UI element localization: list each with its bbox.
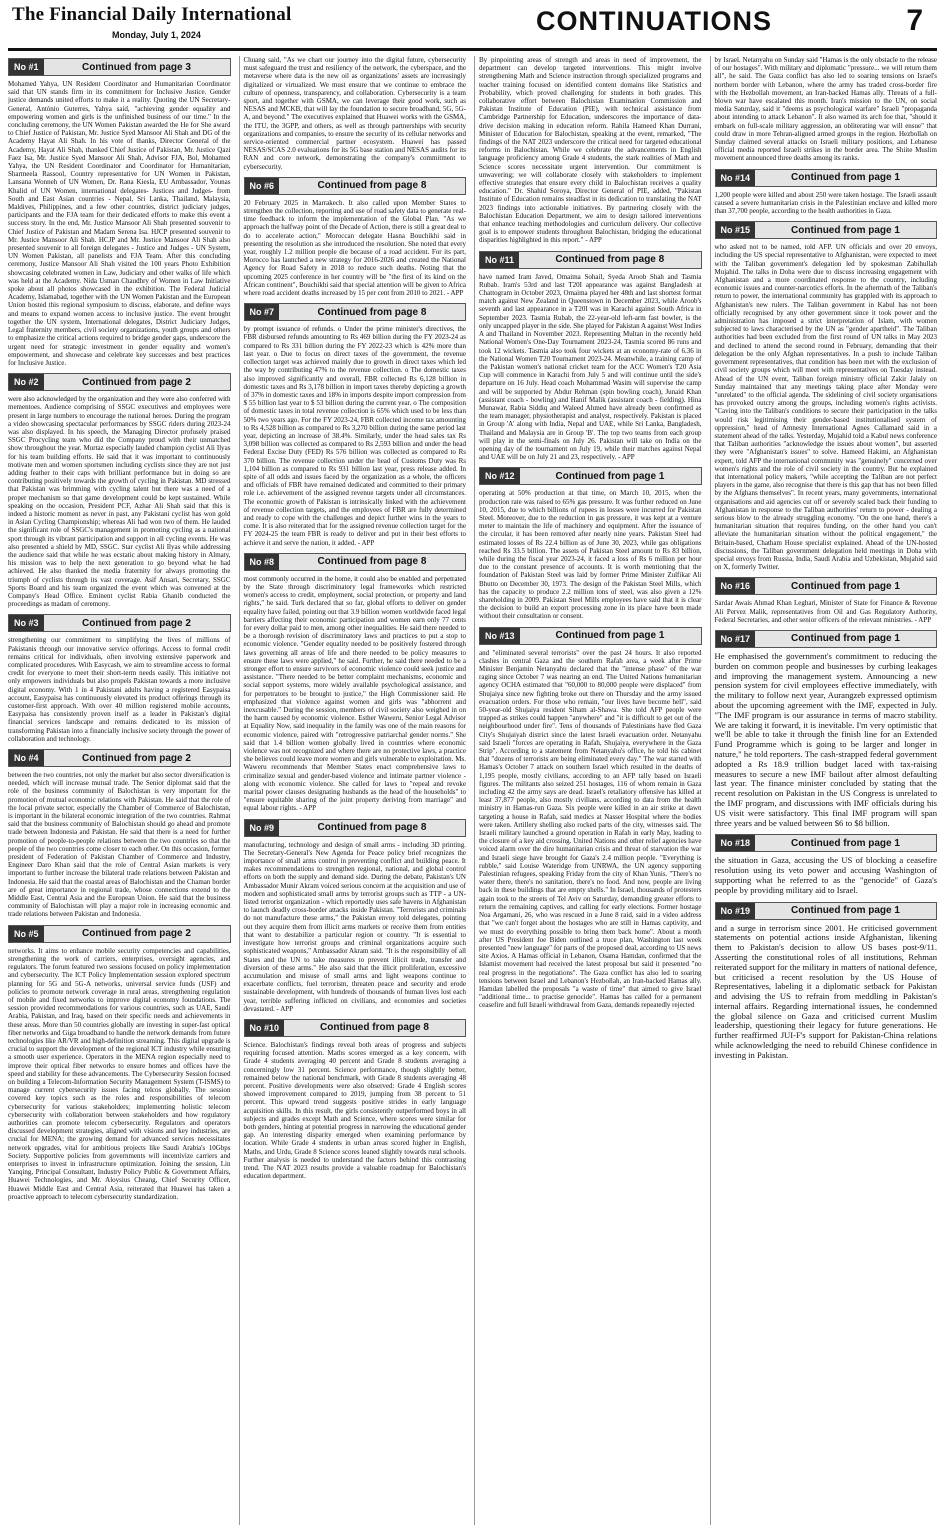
continued-from-label: Continued from page 8 — [279, 820, 465, 836]
continuation-block — [479, 56, 702, 245]
continuation-number: No #17 — [716, 631, 756, 647]
continued-from-label: Continued from page 2 — [44, 750, 230, 766]
column-1 — [8, 56, 231, 1525]
article-text: Sardar Awais Ahmad Khan Leghari, Minister of State for Finance & Revenue Ali Pervez Malik, representatives from Oil and Gas Regulatory Authority, Federal Secretaries, and other senior officers of the relevant ministries. - APP — [714, 599, 937, 624]
continuation-number: No #12 — [480, 468, 520, 484]
continuation-header — [244, 819, 467, 837]
article-text: He emphasised the government's commitment to reducing the burden on common people and businesses by curbing leakages and improving the management system. Announcing a new pension system for civil employees effective immediately, with the military to follow next year, Aurangzeb expressed optimism about the upcoming agreement with the IMF, expected in July. "The IMF program is our assurance in terms of macro stability. We are taking it forward, it is inevitable. I'm very optimistic that we'll be able to take it through the finish line for an Extended Fund Programme which is going to be larger and longer in nature," he told reporters. The cash-strapped federal government adopted a Rs 18.9 trillion budget laced with tax-raising measures to secure a new IMF bailout after almost defaulting last year. The finance minister concluded by stating that the recent resolution on Pakistan in the US Congress is unrelated to the IMF program, and discussions with IMF officials during his US visit were satisfactory. This final IMF program will span three years and be valued between $6 to $8 billion. — [714, 650, 937, 828]
continued-from-label: Continued from page 1 — [755, 170, 936, 186]
continuation-header — [715, 221, 938, 239]
article-text: the situation in Gaza, accusing the US of blocking a ceasefire resolution using its veto power and accusing Washington of supporting what he referred to as the "genocide" of Gaza's people by providing military aid to Israel. — [714, 855, 937, 895]
continuation-header — [479, 627, 702, 645]
continuation-header — [715, 169, 938, 187]
page-number: 7 — [906, 4, 923, 37]
article-text: 1,200 people were killed and about 250 were taken hostage. The Israeli assault caused a severe humanitarian crisis in the Palestinian enclave and killed more than 37,700 people, according to the health authorities in Gaza. — [714, 190, 937, 216]
continuation-header — [715, 577, 938, 595]
continuation-number: No #11 — [480, 252, 519, 268]
continued-from-label: Continued from page 8 — [279, 304, 465, 320]
continuation-number: No #13 — [480, 628, 520, 644]
continued-from-label: Continued from page 1 — [755, 835, 936, 851]
article-text: By pinpointing areas of strength and areas in need of improvement, the department can develop targeted interventions. This might involve strengthening Math and Science instruction through specialized programs and teacher training focused on identified content domains like Statistics and Probability, which proved challenging for students in both grades. This collaborative effort between Balochistan Examination Commission and Pakistan Institute of Education (PIE), with technical assistance from Cambridge Partnership for Education, underscores the importance of data-drive decision making in education reform. Rahila Hameed Khan Durrani, Minister of Education for Balochistan, speaking at the event, remarked, "The findings of the NAT 2023 underscore the critical need for targeted educational reforms in Balochistan. While we celebrate the advancements in English language proficiency among Grade 4 students, the stark realities of Math and Science scores necessitate urgent intervention. Our commitment is unwavering; we will collaborate closely with stakeholders to implement effective strategies that ensure every child in Balochistan receives a quality education." Dr. Shahid Soroya, Director General of PIE, added, "Pakistan Institute of Education remains steadfast in its dedication to translating the NAT 2023 findings into actionable initiatives. By partnering closely with the Balochistan Education Department, we aim to design tailored interventions that enhance teaching methodologies and curriculum delivery. Our collective goal is to empower students throughout Balochistan, bridging the educational disparities highlighted in this report." - APP — [479, 56, 702, 245]
continuation-header — [8, 749, 231, 767]
continued-from-label: Continued from page 3 — [44, 59, 230, 75]
continuation-number: No #19 — [716, 903, 756, 919]
continuation-number: No #15 — [716, 222, 756, 238]
continuation-block — [715, 630, 938, 828]
article-text: who asked not to be named, told AFP. UN officials and over 20 envoys, including the US special representative to Afghanistan, were expected to meet with the Taliban government's delegation led by spokesman Zabihullah Mujahid. The talks in Doha were due to discuss increasing engagement with Afghanistan and a more coordinated response to the country, including economic issues and counter-narcotics efforts. In the aftermath of the Taliban's return to power, the international community has grappled with its approach to Afghanistan's new rulers. The Taliban government in Kabul has not been officially recognised by any other government since it took power and the administration has imposed a strict interpretation of Islam, with women subjected to laws characterised by the UN as "gender apartheid". The Taliban authorities had been excluded from the first round of UN talks in May 2023 and declined to attend the second round in February, demanding that their delegation be the only Afghan representatives. In a push to include Taliban government representatives, that condition has been met with the exclusion of civil society groups which will meet with representatives on Tuesday instead. Ahead of the UN event, Taliban foreign ministry official Zakir Jalaly on Sunday maintained that any meetings taking place after Monday were "unrelated" to the official agenda. The sidelining of civil society organisations has provoked outcry among the groups, including women's rights activists. "Caving into the Taliban's conditions to secure their participation in the talks would risk legitimising their gender-based institutionalised system of oppression," head of Amnesty International Agnes Callamard said in a statement ahead of the talks. Yesterday, Mujahid told a Kabul news conference that Taliban authorities "acknowledge the issues about women", but asserted they were "Afghanistan's issues" to solve. Hameed Hakimi, an Afghanistan expert, told AFP the international community was "genuinely" concerned over women's rights and the role of civil society in the country. But he explained that international policy makers, "while accepting the Taliban are not perfect players in the game, also recognise that there is this gap that has not been filled by the Afghans themselves". In recent years, many governments, international organisations and aid agencies cut off or severely scaled back their funding to Afghanistan in response to the Taliban authorities' return to power - dealing a serious blow to the already struggling economy. "On the one hand, there's a humanitarian situation that requires funding, on the other hand you can't alleviate the humanitarian situation without the political engagement," the Britain-based, Chatham House specialist explained. Ahead of the UN-hosted discussions, the Taliban government delegation held meetings in Doha with special envoys from Russia, India, Saudi Arabia and Uzbekistan, Mujahid said on X, formerly Twitter. — [714, 243, 937, 572]
continued-from-label: Continued from page 1 — [755, 903, 936, 919]
continuation-block — [244, 553, 467, 813]
continuation-block — [8, 58, 231, 367]
continued-from-label: Continued from page 1 — [520, 628, 701, 644]
continuation-block — [715, 834, 938, 895]
continued-from-label: Continued from page 2 — [44, 374, 230, 390]
continued-from-label: Continued from page 8 — [519, 252, 700, 268]
article-text: manufacturing, technology and design of small arms - including 3D printing. The Secretary-General's New Agenda for Peace policy brief recognizes the importance of small arms control in preventing conflict and building peace. It makes recommendations to strengthen regional, national, and global control efforts on both the supply and demand side. During the debate, Pakistan's UN Ambassador Munir Akram voiced serious concern at the acquisition and use of modern and sophisticated small arms by terrorist groups such as TTP - a UN-listed terrorist organization - which reportedly uses safe havens in Afghanistan to launch deadly cross-border attacks inside Pakistan. "Terrorists and criminals do not manufacture these arms," the Pakistan envoy told delegates, pointing out they acquire them from illicit arms markets or receive them from entities that want to destabilize a particular region or country. "It is essential to investigate how terrorist groups and criminal organizations acquire such sophisticated weapons," Ambassador Akram said. "It is the responsibility of all States and the UN to take measures to prevent illicit trade, transfer and diversion of these arms." He also said that the illicit proliferation, excessive accumulation and misuse of small arms and light weapons continue to exacerbate conflicts, fuel terrorism, threaten peace and security and erode sustainable development, with hundreds of thousands of human lives lost each year, terrible suffering inflicted on civilians, and economies and societies devastated. - APP — [243, 840, 466, 1013]
publication-title: The Financial Daily International — [12, 4, 292, 25]
masthead — [8, 0, 937, 51]
continuation-number: No #14 — [716, 170, 756, 186]
continued-from-label: Continued from page 8 — [279, 554, 465, 570]
continued-from-label: Continued from page 8 — [279, 178, 465, 194]
article-text: and "eliminated several terrorists" over the past 24 hours. It also reported clashes in central Gaza and the southern Rafah area, a week after Prime Minister Benjamin Netanyahu declared that the "intense phase" of the war raging since October 7 was nearing an end. The United Nations humanitarian agency OCHA estimated that "60,000 to 80,000 people were displaced" from Shujaiya since new fighting broke out there on Thursday and the army issued evacuation orders. For those who remain, "our lives have become hell", said 50-year-old Shujaiya resident Siham al-Shawa. She told AFP people were trapped as strikes could happen "anywhere" and "it is difficult to get out of the neighbourhood under fire". Tens of thousands of Palestinians have fled Gaza City's Shujaiyah district since the latest Israeli evacuation order. Netanyahu said Israeli "forces are operating in Rafah, Shujaiya, everywhere in the Gaza Strip". According to a statement from Netanyahu's office, he told his cabinet that "dozens of terrorists are being eliminated every day." The war started with Hamas's October 7 attack on southern Israel which resulted in the deaths of 1,195 people, mostly civilians, according to an AFP tally based on Israeli figures. The militants also seized 251 hostages, 116 of whom remain in Gaza including 42 the army says are dead. Israel's retaliatory offensive has killed at least 37,877 people, also mostly civilians, according to data from the health ministry in Hamas-run Gaza. Six people were killed in an air strike at dawn targeting a house in Rafah, said medics at Nasser Hospital where the bodies were taken. Artillery shelling also rocked parts of the city, witnesses said. The Israeli military launched a ground operation in Rafah in early May, leading to the closure of a key aid crossing. United Nations and other relief agencies have voiced alarm over the dire humanitarian crisis and threat of starvation the war and Israeli siege have brought for Gaza's 2.4 million people. "Everything is rubble," said Louise Wateridge from UNRWA, the UN agency supporting Palestinian refugees, speaking Friday from the city of Khan Yunis. "There's no water there, there's no sanitation, there's no food. And now, people are living back in these buildings that are empty shells." In Israel, thousands of protesters again took to the streets of Tel Aviv on Saturday, demanding greater efforts to return the remaining captives, and calling for early elections. Former hostage Noa Argamani, 26, who was rescued in a June 8 raid, said in a video address that "we can't forget about the hostages who are still in Hamas captivity, and we must do everything possible to bring them back home". About a month after US President Joe Biden outlined a truce plan, Washington last week presented "new language" for parts of the proposed deal, according to US news site Axios. A Hamas official in Lebanon, Osama Hamdan, confirmed that the Islamist movement had received the latest proposal but said it presented "no real progress in the negotiations". The Gaza conflict has also led to soaring tensions between Israel and Lebanon's Hezbollah, an Iran-backed Hamas ally. Hamdan labelled the proposals "a waste of time" that aimed to give Israel "additional time... to practise genocide". Hamas has called for a permanent ceasefire and full Israeli withdrawal from Gaza, demands repeatedly rejected — [479, 648, 702, 1010]
article-text: and a surge in terrorism since 2001. He criticised government statements on potential actions inside Afghanistan, likening them to Pakistan's decision to allow US bases post-9/11. Asserting the constitutional roles of all institutions, Rehman reiterated support for the military in matters of national defence, but criticised a recent resolution by the US House of Representatives, labeling it a diplomatic setback for Pakistan and advising the US to refrain from meddling in Pakistan's internal affairs. Regarding international issues, he condemned the global silence on Gaza and criticised current Muslim leadership, questioning their legacy for future generations. He further reaffirmed JUI-F's support for Pakistan-China relations while acknowledging the need to rebuild Chinese confidence in investing in Pakistan. — [714, 922, 937, 1060]
continuation-block — [479, 251, 702, 462]
continuation-block — [715, 221, 938, 571]
continuation-header — [8, 614, 231, 632]
continuation-number: No #6 — [245, 178, 280, 194]
article-text: have named Iram Javed, Omaima Sohail, Syeda Aroob Shah and Tasmia Rubab. Iram's 53rd and last T20I appearance was against Bangladesh at Chattogram in October 2023, Omaima played her 48th and last shortest format match against New Zealand in Queenstown in December 2023, while Aroob's seventh and last appearance in a T20I was in Karachi against South Africa in September 2023. Tasmia Rubab, the 22-year-old left-arm fast bowler, is the only uncapped player in the side. She played for Pakistan A against West Indies A and Thailand in November 2023. Representing Multan in the recently held National Women's One-Day Tournament 2023-24, Tasmia scored 86 runs and took 12 wickets. Tasmia also took four wickets at an economy-rate of 6.36 in the National Women T20 Tournament 2023-24. Meanwhile, a training camp of the Pakistan women's national cricket team for the ACC Women's T20 Asia Cup will commence in Karachi from July 5 and will continue until the side's departure on 16 July. Head coach Mohammad Wasim will supervise the camp and will be supported by Abdur Rehman (spin bowling coach), Junaid Khan (assistant coach - bowling) and Hanif Malik (assistant coach - fielding). Hina Munawar, Rabia Siddiq and Waleed Ahmed have already been confirmed as the team manager, physiotherapist and analyst, respectively. Pakistan is placed in Group 'A' along with India, Nepal and UAE, while Sri Lanka, Bangladesh, Thailand and Malaysia are in Group 'B'. The top two teams from each group will play in the semi-finals on July 26. Pakistan will take on India on the opening day of the tournament on July 19, while their matches against Nepal and UAE will be on July 21 and 23, respectively. - APP — [479, 272, 702, 462]
continuation-block — [715, 902, 938, 1061]
continuation-number: No #7 — [245, 304, 280, 320]
continuation-block — [479, 467, 702, 620]
column-3 — [474, 56, 702, 1525]
continued-from-label: Continued from page 8 — [284, 1020, 465, 1036]
article-text: Mohamed Yahya, UN Resident Coordinator and Humanitarian Coordinator said that UN stands firm in its commitment for Inclusive Justice. Gender justice demands united efforts to make it a reality. Quoting the UN Secretary-General, António Guterres, Yahya said, "achieving gender equality and empowering women and girls is the unfinished business of our time." In the concluding ceremony, the UN Women Pakistan awarded the He for She award to Chief Justice of Pakistan, Mr. Justice Syed Mansoor Ali Shah and DG of the Academy Hayat Ali Shah. In his vote of thanks, Director General of the Academy, Hayat Ali Shah, thanked Chief Justice of Pakistan, Mr. Justice Qazi Faez Isa, Mr. Justice Syed Mansoor Ali Shah, Advisor FJA, Bol, Mohamed Yahya, the UN Resident Coordinator and Coordinator for Humanitarian, Sharmeela Rassool, Country representative for UN Women in Pakistan, Lansana Wonneh of UN Women, Dr. Rana Kiesla, EU Ambassador, Younas Khalid of UN Women, international delegates- Justices and Judges- from South and East Asian countries - Nepal, Sri Lanka, Thailand, Malaysia, Maldives, Philippines, and a few other countries, district judiciary judges, participants and the FJA team for their dedicated efforts to make this event a success story. In the end, Mr. Justice Mansoor Ali Shah presented souvenir to Chief Justice of Pakistan and Madam Serena Isa. HJCP presented souvenir to Mr. Justice Mansoor Ali Shah. HCJP and Mr. Justice Mansoor Ali Shah also presented souvenir to all foreign delegates - Justice and Judges - UN System, UN Women Pakistan, all panelists and FJA Team. After this concluding ceremony, Justice Mansoor Ali Shah visited the 100 years Photo Exhibition showcasing celebrated women in Law, Judiciary and other walks of life which was held at the Academy. Nida Usman Chaudhry of Women in Law Initiative spoke about all photos showcased in the exhibition. The Federal Judicial Academy, Islamabad, together with the UN Women Pakistan and the European Union hosted this regional symposium to discuss, elaborate, and define ways and means to expand women access to inclusive justice. The event brought together the UN system, International delegates, District Judiciary Judges, Legal fraternity members, civil society organizations, youth groups and others to emphasize the critical actions required to bridge gender gaps, underscore the urgent need for strategic investment in gender equality and women's empowerment, and showcase and celebrate key successes and best practices for Inclusive Justice. — [8, 80, 231, 367]
publication-date: Monday, July 1, 2024 — [112, 30, 201, 40]
continuation-header — [8, 925, 231, 943]
continued-from-label: Continued from page 2 — [44, 615, 230, 631]
continued-from-label: Continued from page 1 — [755, 222, 936, 238]
article-text: Science. Balochistan's findings reveal both areas of progress and subjects requiring focused attention. Maths scores emerged as a key concern, with Grade 4 students averaging 40 percent and Grade 8 students averaging a concerningly low 31 percent. Science performance, though slightly better, remained below the national benchmark, with Grade 8 students averaging 48 percent. Positive developments were also observed: Grade 4 English scores showed improvement compared to 2019, jumping from 38 percent to 51 percent. This upward trend suggests positive strides in early language acquisition skills. In this result, the girls consistently outperformed boys in all subjects and grades except Math and Science, where scores were similar for both genders, hinting at potential progress in narrowing the educational gender gap. An interesting disparity emerged when examining performance by location. While Grade 4 students in urban areas scored higher in English, Maths, and Urdu, Grade 8 Science scores leaned slightly towards rural schools. Further analysis is needed to understand the factors behind this contrasting trend. The NAT 2023 results provide a valuable roadmap for Balochistan's education department. — [243, 1040, 466, 1181]
continuation-number: No #1 — [9, 59, 44, 75]
continuation-header — [244, 177, 467, 195]
continuation-block — [8, 749, 231, 919]
continuation-number: No #3 — [9, 615, 44, 631]
continuation-header — [715, 902, 938, 920]
article-columns — [8, 56, 937, 1525]
continued-from-label: Continued from page 1 — [520, 468, 701, 484]
continuation-number: No #9 — [245, 820, 280, 836]
continuation-block — [244, 1019, 467, 1180]
continuation-block — [715, 169, 938, 216]
continuation-block — [244, 177, 467, 297]
continuation-header — [244, 303, 467, 321]
continuation-block — [244, 819, 467, 1013]
continuation-header — [8, 373, 231, 391]
continuation-number: No #16 — [716, 578, 756, 594]
continued-from-label: Continued from page 1 — [755, 631, 936, 647]
continued-from-label: Continued from page 2 — [44, 926, 230, 942]
continuation-number: No #2 — [9, 374, 44, 390]
article-text: operating at 50% production at that time, on March 10, 2015, when the production rate was raised to 65% gas pressure. It was further reduced on June 10, 2015, due to which billions of rupees in losses were incurred for Pakistan Steel. Moreover, due to the reduction in gas pressure, it was kept at a venture meter to maintain the life of machinery and equipment. After the issuance of the circular, it has been removed after nearly nine years. Pakistan Steel had estimated losses of Rs 22.4 billion as of June 30, 2023, while gas obligations reached Rs 33.5 billion. The assets of Pakistan Steel amount to Rs 83 billion, while during the fiscal year 2023-24, it faced a loss of Rs 6 million per hour due to the constant presence of accounts. It is worth mentioning that the foundation of Pakistan Steel was laid by former Prime Minister Zulfikar Ali Bhutto on December 30, 1973. The design of the Pakistan Steel Mills, which has the capacity to produce 2.2 million tons of steel, was also given a 12% shareholding in 2009. Pakistan Steel Mills employees have said that it is clear the decision to build an export processing zone in its place have been made without their consultation or consent. — [479, 489, 702, 621]
continuation-header — [715, 630, 938, 648]
continuation-header — [715, 834, 938, 852]
article-text: most commonly occurred in the home, it could also be enabled and perpetrated by the State through discriminatory legal frameworks which restricted women's access to credit, employment, social protection, or property and land rights," he said. Turk declared that so far, global efforts to deliver on gender equality have failed, pointing out that 3.9 billion women worldwide faced legal barriers affecting their economic participation and women earn only 77 cents for every dollar paid to men, among other inequalities. He said there needed to be a thorough revision of discriminatory laws and practices to put a stop to economic violence. "Gender equality needed to be positively fostered through laws governing all areas of life and there needed to be policy measures to ensure these laws were applied," he said. Further, he said there needed to be a stronger effort to ensure survivors of economic violence could seek justice and assistance. "There needed to be better complaint mechanisms, economic and social support systems, more widely available psychological assistance, and for perpetrators to be brought to justice," the High Commissioner said. He emphasized that violence against women and girls was "abhorrent and inexcusable." During the session, members of civil society also weighed in on the harm caused by economic violence. Esther Waweru, Senior Legal Advisor at Equality Now, said inequality in the family was one of the main reasons for economic violence, paired with "retrogressive patriarchal gender norms." She said that 1.4 billion women globally lived in countries where economic violence was not recognized and where there are no protective laws, a practice she believes could leave more women and girls vulnerable to exploitation. Ms. Waweru recommends that Member States enact comprehensive laws to criminalize sexual and gender-based violence and intimate partner violence - along with economic violence. She called for laws to "repeal and revoke marital power clauses designating husbands as the head of the households" to "ensure equitable sharing of the joint property deriving from marriage" and equal labour rights. - APP — [243, 574, 466, 813]
continuation-block — [244, 303, 467, 546]
article-text: by prompt issuance of refunds. o Under the prime minister's directives, the FBR disbursed refunds amounting to Rs 469 billion during the FY 2023-24 as compared to Rs 331 billion during the FY 2022-23 which is 42% more than last year. o Due to focus on direct taxes of the government, the revenue collection target was achieved mainly due to growth in direct taxes which led the way by contributing 47% to the revenue collection. o The domestic taxes also improved significantly and overall, FBR collected Rs 6,128 billion in domestic taxes and Rs 3,178 billion in import taxes thereby depicting a growth of 37% in domestic taxes and 18% in imports despite import compression from $ 55 billion last year to $ 53 billion during the current year. o The composition of domestic taxes in total revenue collection is 65% which used to be less than 50% two years ago. For the FY 2023-24, FBR collected income tax amounting to Rs 4,528 billion as compared to Rs 3,270 billion during the same period last year, depicting an increase of 38.4%. Similarly, under the head sales tax Rs 3,098 billion was collected as compared to Rs 2,593 billion and under the head Federal Excise Duty (FED) Rs 576 billion was collected as compared to Rs 370 billion. The revenue collection under the head of Customs Duty was Rs 1,104 billion as compared to Rs 931 billion last year, press release added. In spite of all odds and issues faced by the organization as a whole, the officers and officials of FBR have remained dedicated and committed to their primary role i.e. achievement of the assigned revenue targets under all circumstances. The economic growth of Pakistan is intrinsically linked with the achievement of revenue collection targets, and the employees of FBR are fully determined and ready to cope with the challenges and depict further wins in the years to come. It is also reiterated that for the assigned revenue collection target for the FY 2024-25 the team FBR is ready to deliver and put in their best efforts to achieve it and serve the nation, it added. - APP — [243, 325, 466, 547]
continued-from-label: Continued from page 1 — [755, 578, 936, 594]
article-text: were also acknowledged by the organization and they were also conferred with mementoes. Audience comprising of SSGC executives and employees were present in large numbers to encourage the national heroes. During the program a video showcasing spectacular performances by SSGC riders during 2023-24 was also displayed. In his speech, the Managing Director profusely praised SSGC Procycling team who did the Company proud with their unmatched show throughout the year. Murtaz especially lauded champion cyclist Ali Ilyas for his team building efforts. He said that it was important to continuously motivate men and women sportsmen including cyclists since they are not just adding feather to their caps with brilliant performance but in doing so are contributing positively towards the growth of cycling in Pakistan. MD stressed that Pakistan was brimming with cycling talent but there was a need of a proper mechanism so that game development could be kept sustained. While speaking on the occasion, President PCF, Azhar Ali Shah said that this is indeed a historic moment as never in past, any Pakistani cyclist has won gold in Asian Cycling Championship; whereas Ali had won two of them. He lauded the significant role of SSGC's management in promoting cycling as a national sport through its vibrant participation and support in all cycling events. He was also presented a shield by MD, SSGC. Star cyclist Ali Ilyas while addressing the audience said that while he was ecstatic about making history in Almaty, his mission was to help the next generation to go beyond what he had achieved. He also thanked the media fraternity for always promoting the triumph of cyclists through its vast coverage. Asif Ansari, Secretary, SSGC Sports Board and his team organized the event which was convened at the Company's Head Office. Eminent cyclist Rabia Ghanib conducted the proceedings as madam of ceremony. — [8, 395, 231, 609]
section-title: CONTINUATIONS — [536, 6, 772, 36]
column-4 — [710, 56, 938, 1525]
article-text: Chuang said, "As we chart our journey into the digital future, cybersecurity must safeguard the trust and resiliency of the network, the cyberspace, and the metaverse where data is the new oil as organizations' assets are increasingly digitalized or virtualized. We must ensure that we continue to embrace the culture of openness, transparency, and collaboration. Cybersecurity is a team sport, and together with GSMA, we can leverage their good work, such as NESAS and MCKB, that will lay the foundation to secure broadband, 5G, 5G-A, and beyond." The executives explained that Huawei works with the GSMA, the ITU, the 3GPP, and others, as well as through partnerships with security organizations and companies, to ensure the security of its cellular networks and service-oriented commercial partner ecosystem. Huawei has passed NESAS/SCAS 2.0 evaluations for its 5G base station and NESAS audits for its RAN and core network, demonstrating the company's commitment to cybersecurity. — [243, 56, 466, 171]
continuation-header — [479, 467, 702, 485]
continuation-block — [8, 925, 231, 1201]
continuation-header — [244, 1019, 467, 1037]
article-text: between the two countries, not only the market but also sector diversification is needed, which will increase mutual trade. The Senior diplomat said that the role of the business community of Balochistan is very important for the promotion of mutual economic relations with Pakistan. He said that the role of the local private sector, especially the Chamber of Commerce of Balochistan, is important in the bilateral economic integration of the two countries. Rahmat said that the business community of Balochistan should go ahead and promote trade between Indonesia and Pakistan. He said that there is a need for further promotion of people-to-people relations between the two countries so that the people of the two countries come closer to each other. On this occasion, former president of Federation of Pakistan Chamber of Commerce and Industry, Engineer Daro Khan said that the role of Central Asian markets is very important to further increase the bilateral trade relations between Pakistan and Indonesia. He said that the coastal areas of Balochistan and the Chaman border are of great importance in regional trade, whose connections extend to the Middle East, Central Asia and the European Union. He said that the business community of Balochistan will play a major role in increasing economic and trade relations between Pakistan and Indonesia. — [8, 771, 231, 919]
continuation-block — [8, 614, 231, 743]
continuation-block — [244, 56, 467, 171]
continuation-number: No #18 — [716, 835, 756, 851]
continuation-block — [8, 373, 231, 608]
article-text: by Israel. Netanyahu on Sunday said "Hamas is the only obstacle to the release of our hostages". With military and diplomatic "pressure... we will return them all", he said. The Gaza conflict has also led to soaring tensions on Israel's northern border with Lebanon, where the army has traded cross-border fire with the Hezbollah movement, an Iran-backed Hamas ally. Threats of a full-blown war have escalated this month. Iran's mission to the UN, on social media Saturday, said it "deems as psychological warfare" Israeli "propaganda about intending to attack Lebanon". It also warned its arch foe that, "should it embark on full-scale military aggression, an obliterating war will ensue" that could draw in more Tehran-aligned armed groups in the region. Hezbollah on Sunday claimed several attacks on Israeli military positions, and Lebanese official media reported Israeli strikes in the border area. The Shiite Muslim movement announced three deaths among its ranks. — [714, 56, 937, 163]
column-2 — [239, 56, 467, 1525]
article-text: 20 February 2025 in Marrakech. It also called upon Member States to strengthen the collection, reporting and use of road safety data to generate real-time feedback to inform the implementation of the Global Plan. "As we approach the halfway point of the Decade of Action, there is still a great deal to do to accelerate action," Moroccan delegate Hasna Bouchikhi said in presenting the resolution as she introduced the resolution. She noted that every year, roughly 1.2 million people die because of a road accident. For its part, Morocco has launched a new strategy for 2016-2026 and created the National Agency for Road Safety in 2018 to reduce such deaths. Noting that the upcoming 2025 conference in her country will be "the first of its kind on the African continent", Bouchikhi said that special attention will be given to Africa where road accident deaths increased by 15 per cent from 2010 to 2021. - APP — [243, 198, 466, 298]
article-text: strengthening our commitment to simplifying the lives of millions of Pakistanis through our innovative service offerings. Access to formal credit remains critical for individuals, often involving extensive paperwork and complicated procedures. With Easycash, we aim to streamline access to formal credit for everyone to meet their short-term needs easily. This initiative not only empowers individuals but also propels Pakistan towards a more inclusive digital economy. With 1 in 4 Pakistani adults having a registered Easypaisa account, Easypaisa has continuously elevated its product offerings through its customer-first approach. With over 40 million registered mobile accounts, Easypaisa has consistently proven itself as a leader in Pakistan's digital financial services landscape and remains dedicated to its mission of transforming Pakistan into a financially inclusive society through the power of collaboration and technology. — [8, 636, 231, 743]
continuation-header — [244, 553, 467, 571]
continuation-number: No #8 — [245, 554, 280, 570]
continuation-block — [715, 56, 938, 163]
article-text: networks. It aims to enhance mobile security competencies and capabilities, strengthening the work of carriers, enterprises, oversight agencies, and regulators. The forum featured two sessions focused on policy implementation and cybersecurity. The ICT Policy Implementation session explored spectrum planning for 5G and 5G-A networks, universal service funds (USF) and policies to promote network coverage in rural areas, strengthening regulation of mobile and fixed networks to improve digital economy foundations. The session provided recommendations for various countries, such as UAE, Saudi Arabia, Pakistan, and Iraq, based on their specific needs and achievements in these areas. More than 50 countries globally are investing in super-fast optical fiber networks and Giga broadband to handle the network demands from future technologies like AR/VR and high-definition streaming. This digital upgrade is crucial to support the development of the regional ICT industry while ensuring a smooth user experience. Operators in the MENA region especially need to improve their optical fiber networks to ensure homes and offices have the speed and stability for these advancements. The Cybersecurity Session focused on building a Telecom-Information Security Management System (T-ISMS) to manage current cybersecurity issues facing telcos globally. The session covered key topics such as the roles and responsibilities of telecom cybersecurity for various stakeholders; implementing holistic telecom cybersecurity with collaboration between stakeholders and how regulatory authorities can promote telecom cybersecurity. Regulators and operators discussed development strategies, aligned with visions and key industries, are crucial for MENA; the growing demand for advanced services necessitates network upgrades, vital for ambitious projects like Saudi Arabia's 10Gbps Society. Supportive policies from governments will incentivize carriers and enterprises to invest in infrastructure optimization. Joining the session, Lin Yanqing, Principal Consultant, Industry Policy Public & Government Affairs, Huawei Technologies, and Mr. Aloysius Cheang, Chief Security Officer, Huawei Middle East and Central Asia, reiterated that Huawei has taken a proactive approach to telecom cybersecurity standardization. — [8, 946, 231, 1201]
continuation-number: No #5 — [9, 926, 44, 942]
continuation-header — [8, 58, 231, 76]
continuation-block — [479, 627, 702, 1010]
continuation-block — [715, 577, 938, 624]
continuation-header — [479, 251, 702, 269]
continuation-number: No #4 — [9, 750, 44, 766]
continuation-number: No #10 — [245, 1020, 285, 1036]
